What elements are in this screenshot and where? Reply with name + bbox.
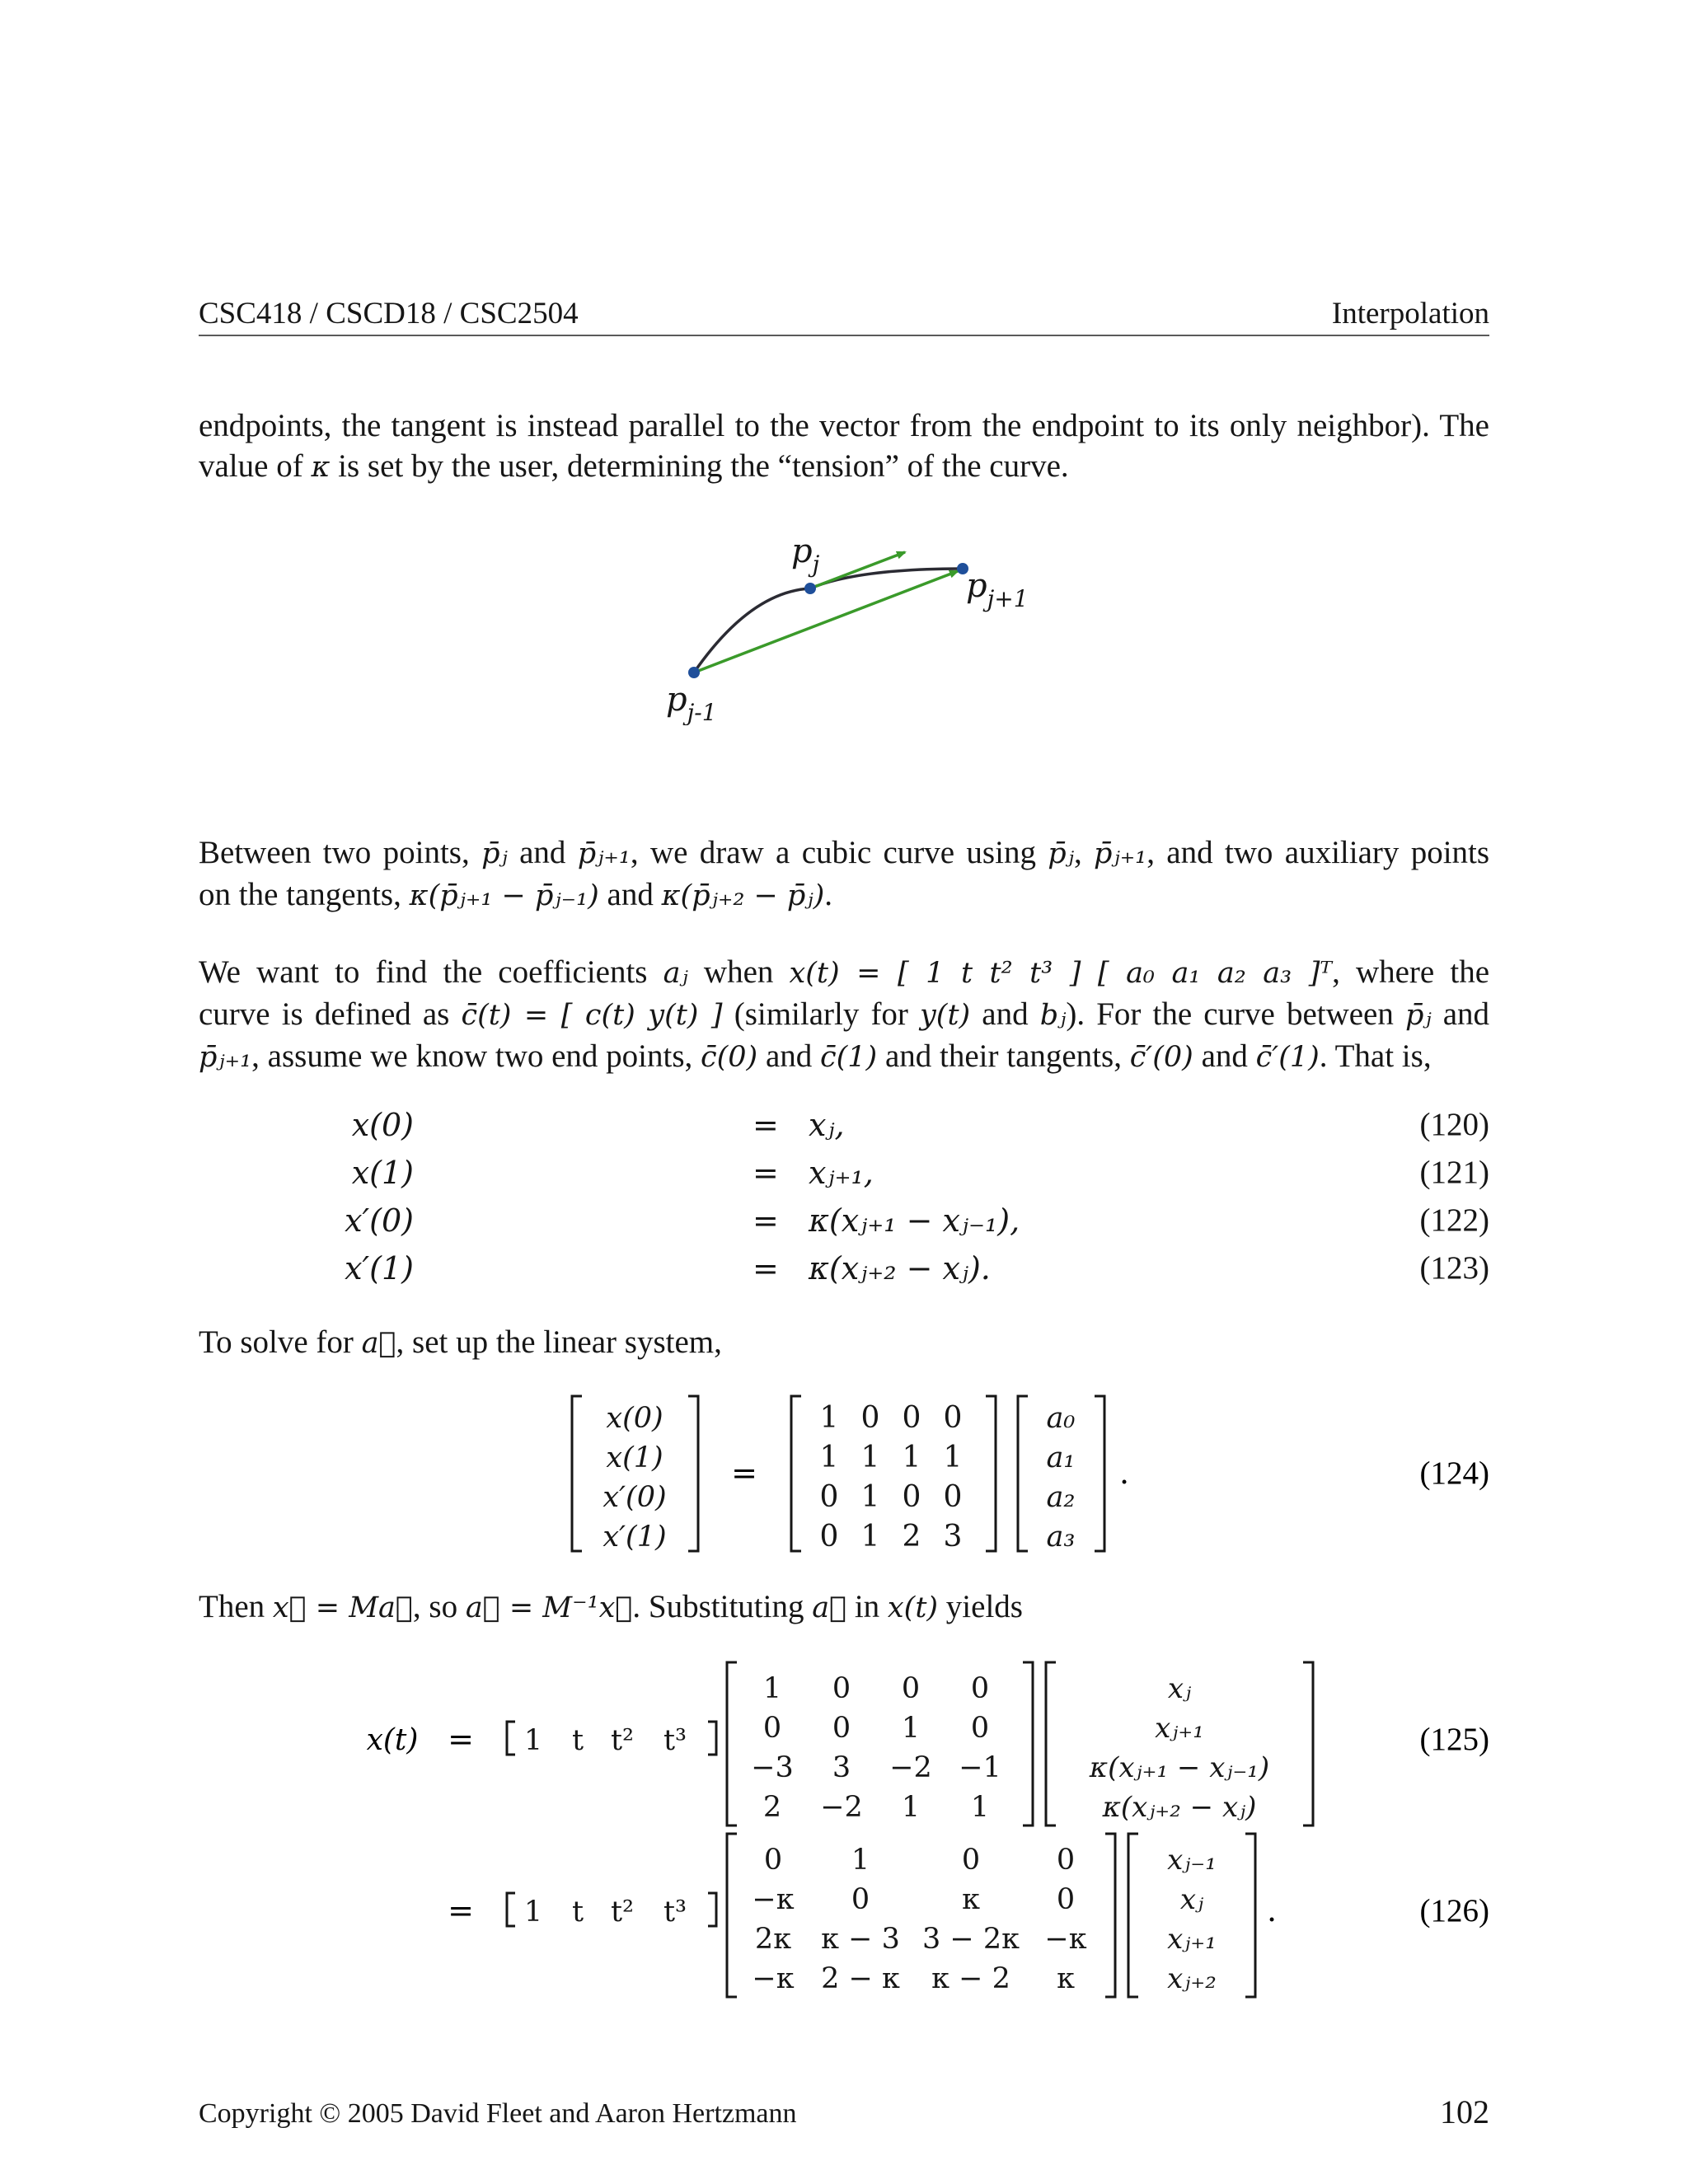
math-a-vector: a⃗: [361, 1327, 396, 1360]
matrix-entry: 1: [901, 1712, 921, 1745]
matrix-entry: 2: [762, 1791, 782, 1824]
matrix-entry: 0: [902, 1401, 921, 1435]
text: , set up the linear system,: [396, 1324, 722, 1360]
row-entry: 1: [523, 1896, 543, 1929]
text: and: [1442, 996, 1490, 1032]
copyright-footer: Copyright © 2005 David Fleet and Aaron Hertzmann: [199, 2098, 797, 2129]
math-aj: aⱼ: [663, 957, 688, 990]
matrix-entry: 0: [762, 1712, 782, 1745]
equation-125-126: [199, 1652, 1489, 2003]
text: . Substituting: [632, 1589, 804, 1624]
eq-lhs: x′(1): [345, 1250, 414, 1286]
eq-rhs: xⱼ₊₁,: [809, 1155, 874, 1191]
text: when: [703, 954, 774, 990]
eq-rel: =: [753, 1202, 779, 1239]
row-entry: t³: [663, 1724, 687, 1757]
between-line-2: [199, 874, 1489, 916]
then-line: [199, 1586, 1489, 1629]
equation-number: (120): [1419, 1107, 1489, 1142]
lhs-vector: [603, 1402, 666, 1554]
running-header-course: CSC418 / CSCD18 / CSC2504: [199, 297, 579, 330]
vector-entry: xⱼ₊₁: [1167, 1923, 1217, 1956]
equation-number: (126): [1419, 1893, 1489, 1929]
equation-row: [199, 1101, 1489, 1149]
matrix-entry: −κ: [1044, 1923, 1087, 1956]
label-pj: $p_j$: [791, 532, 820, 578]
vector-entry: κ(xⱼ₊₁ − xⱼ₋₁): [1089, 1751, 1270, 1784]
matrix-entry: κ: [1057, 1962, 1075, 1995]
want-line-1: [199, 952, 1489, 994]
matrix-entry: 1: [902, 1441, 921, 1474]
solve-paragraph: [199, 1322, 1489, 1364]
solve-line: [199, 1322, 1489, 1364]
intro-paragraph: [199, 405, 1489, 488]
text: , where the: [1332, 954, 1490, 990]
text: Between two points,: [199, 835, 470, 870]
matrix-entry: −2: [889, 1751, 932, 1784]
vector-entry: xⱼ₊₂: [1167, 1962, 1217, 1995]
matrix-M: [820, 1401, 963, 1554]
matrix-entry: 1: [819, 1401, 839, 1435]
point-pj: [804, 583, 816, 594]
eq-lhs: x(0): [351, 1107, 414, 1143]
row-entry: t²: [610, 1724, 635, 1757]
label-pj-minus-1: $p_{j-1}$: [666, 681, 717, 725]
math-pj1: p̄ⱼ₊₁: [199, 1041, 252, 1074]
page-number: 102: [1440, 2093, 1489, 2130]
matrix-entry: 1: [819, 1441, 839, 1474]
intro-line-1: endpoints, the tangent is instead parallel to the vector from the endpoint to its only neighbor). The: [199, 408, 1489, 443]
matrix-entry: 1: [970, 1791, 990, 1824]
period: .: [1267, 1892, 1278, 1929]
text: , and two auxiliary points: [1146, 835, 1490, 870]
equation-block-120-123: [199, 1101, 1489, 1299]
equals-sign: =: [448, 1721, 474, 1757]
lhs-entry: x′(1): [603, 1521, 667, 1554]
lhs-entry: x(0): [606, 1402, 663, 1435]
math-c0: c̄(0): [701, 1041, 758, 1074]
vector-entry: xⱼ₊₁: [1155, 1712, 1204, 1745]
matrix-entry: κ − 2: [931, 1962, 1010, 1995]
label-pj-plus-1: $p_{j+1}$: [966, 567, 1029, 612]
math-c-of-t: c̄(t) = [ c(t) y(t) ]: [461, 999, 723, 1032]
vector-entry: a₁: [1046, 1441, 1076, 1474]
row-entry: 1: [523, 1724, 543, 1757]
matrix-entry: 0: [943, 1401, 963, 1435]
text: (similarly for: [734, 996, 908, 1032]
row-entry: t: [571, 1896, 584, 1929]
matrix-entry: 0: [819, 1520, 839, 1554]
equation-number: (123): [1419, 1250, 1489, 1286]
eq-rel: =: [753, 1155, 779, 1191]
matrix-entry: 0: [970, 1712, 990, 1745]
eq-lhs: x′(0): [345, 1202, 414, 1239]
matrix-entry: κ − 3: [821, 1923, 900, 1956]
text: and: [1201, 1038, 1248, 1074]
text: and: [519, 835, 566, 870]
matrix-entry: −3: [751, 1751, 794, 1784]
matrix-entry: 0: [1056, 1844, 1076, 1877]
equation-number: (122): [1419, 1202, 1489, 1238]
math-aux-point-2: κ(p̄ⱼ₊₂ − p̄ⱼ): [661, 879, 825, 912]
constraint-vector: [1089, 1672, 1269, 1824]
math-a-vector: a⃗: [812, 1591, 847, 1624]
equation-124: [199, 1393, 1489, 1558]
math-x-of-t: x(t): [887, 1591, 939, 1624]
row-entry: t²: [610, 1896, 635, 1929]
matrix-entry: 3: [943, 1520, 963, 1554]
matrix-entry: 0: [961, 1844, 981, 1877]
kappa-symbol: κ: [311, 451, 331, 484]
matrix-entry: −1: [959, 1751, 1001, 1784]
point-pj-minus-1: [688, 667, 700, 678]
power-row-vector: [524, 1896, 687, 1929]
matrix-entry: 1: [943, 1441, 963, 1474]
matrix-entry: 1: [860, 1520, 880, 1554]
matrix-entry: 1: [901, 1791, 921, 1824]
tangent-figure: [643, 527, 1039, 725]
matrix-entry: 0: [902, 1480, 921, 1514]
header-rule: [199, 335, 1489, 336]
vector-entry: a₀: [1046, 1402, 1076, 1435]
math-x-eq-Ma: x⃗ = Ma⃗: [272, 1591, 413, 1624]
text: and: [982, 996, 1029, 1032]
matrix-entry: 3: [832, 1751, 851, 1784]
text: , so: [412, 1589, 458, 1624]
matrix-entry: κ: [962, 1883, 980, 1916]
math-cprime1: c̄′(1): [1255, 1041, 1320, 1074]
text: , we draw a cubic curve using: [630, 835, 1036, 870]
eq-rhs: κ(xⱼ₊₂ − xⱼ).: [809, 1250, 991, 1286]
eq-rel: =: [753, 1107, 779, 1143]
chord-vector: [694, 571, 958, 673]
matrix-entry: 0: [851, 1883, 870, 1916]
matrix-entry: 0: [1056, 1883, 1076, 1916]
coefficient-vector: [1047, 1402, 1076, 1554]
coefficients-paragraph: [199, 952, 1489, 1078]
text: .: [824, 877, 832, 912]
equals-sign: =: [731, 1455, 757, 1491]
matrix-entry: 2 − κ: [821, 1962, 900, 1995]
matrix-entry: −κ: [752, 1883, 795, 1916]
lhs-x-of-t: x(t): [366, 1723, 419, 1757]
math-pj1: p̄ⱼ₊₁: [577, 837, 631, 870]
matrix-entry: 0: [901, 1672, 921, 1705]
vector-entry: xⱼ₋₁: [1167, 1844, 1217, 1877]
math-pj: p̄ⱼ: [1048, 837, 1074, 870]
matrix-entry: 1: [860, 1441, 880, 1474]
running-header-section: Interpolation: [1331, 297, 1489, 330]
vector-entry: a₂: [1046, 1481, 1076, 1514]
math-pj: p̄ⱼ: [1404, 999, 1432, 1032]
matrix-entry: 0: [763, 1844, 783, 1877]
math-pj1: p̄ⱼ₊₁: [1094, 837, 1147, 870]
text: on the tangents,: [199, 877, 401, 912]
text: and: [765, 1038, 813, 1074]
vector-entry: a₃: [1046, 1521, 1076, 1554]
period: .: [1119, 1455, 1130, 1491]
row-entry: t: [571, 1724, 584, 1757]
eq-rel: =: [753, 1250, 779, 1286]
want-line-2: [199, 994, 1489, 1036]
catmull-rom-matrix: [752, 1844, 1086, 1995]
matrix-entry: 1: [762, 1672, 782, 1705]
text: . That is,: [1319, 1038, 1432, 1074]
text: and: [607, 877, 654, 912]
matrix-entry: 0: [860, 1401, 880, 1435]
power-row-vector: [524, 1724, 687, 1757]
matrix-entry: 2κ: [754, 1923, 792, 1956]
matrix-entry: −2: [820, 1791, 863, 1824]
intro-line-2: [199, 446, 1489, 488]
text: curve is defined as: [199, 996, 450, 1032]
lhs-entry: x′(0): [603, 1481, 667, 1514]
equation-row: [199, 1244, 1489, 1292]
math-c1: c̄(1): [820, 1041, 878, 1074]
math-bj: bⱼ: [1039, 999, 1067, 1032]
equation-row: [199, 1197, 1489, 1244]
vector-entry: κ(xⱼ₊₂ − xⱼ): [1102, 1791, 1257, 1824]
eq-rhs: xⱼ,: [809, 1107, 845, 1143]
control-point-vector: [1167, 1844, 1217, 1995]
basis-matrix: [751, 1672, 1001, 1824]
lhs-entry: x(1): [606, 1441, 663, 1474]
equals-sign: =: [448, 1892, 474, 1929]
text: and their tangents,: [884, 1038, 1122, 1074]
matrix-entry: 2: [902, 1520, 921, 1554]
between-line-1: Between two points, p̄ⱼ and p̄ⱼ₊₁, we draw a cubic curve using p̄ⱼ, p̄ⱼ₊₁, and two auxiliary points: [199, 835, 1490, 870]
text: , assume we know two end points,: [251, 1038, 693, 1074]
matrix-entry: 0: [832, 1712, 851, 1745]
text: value of: [199, 448, 303, 484]
eq-lhs: x(1): [351, 1155, 414, 1191]
matrix-entry: −κ: [752, 1962, 795, 1995]
vector-entry: xⱼ: [1179, 1883, 1204, 1916]
matrix-entry: 0: [832, 1672, 851, 1705]
matrix-entry: 0: [943, 1480, 963, 1514]
matrix-entry: 1: [851, 1844, 870, 1877]
matrix-entry: 3 − 2κ: [922, 1923, 1020, 1956]
between-paragraph: [199, 832, 1489, 916]
text: is set by the user, determining the “tension” of the curve.: [338, 448, 1069, 484]
vector-entry: xⱼ: [1167, 1672, 1192, 1705]
math-pj: p̄ⱼ: [481, 837, 508, 870]
matrix-entry: 0: [819, 1480, 839, 1514]
matrix-entry: 1: [860, 1480, 880, 1514]
text: in: [854, 1589, 880, 1624]
equation-number: (124): [1419, 1455, 1489, 1491]
text: yields: [945, 1589, 1023, 1624]
equation-number: (125): [1419, 1722, 1489, 1757]
matrix-entry: 0: [970, 1672, 990, 1705]
math-y-of-t: y(t): [920, 999, 971, 1032]
math-a-eq-Minv-x: a⃗ = M⁻¹x⃗: [465, 1591, 633, 1624]
row-entry: t³: [663, 1896, 687, 1929]
equation-number: (121): [1419, 1155, 1489, 1190]
text: ). For the curve between: [1066, 996, 1394, 1032]
text: We want to find the coefficients: [199, 954, 648, 990]
equation-row: [199, 1149, 1489, 1197]
want-line-3: [199, 1036, 1489, 1078]
then-paragraph: [199, 1586, 1489, 1629]
math-cprime0: c̄′(0): [1129, 1041, 1193, 1074]
math-x-of-t: x(t) = [ 1 t t² t³ ] [ a₀ a₁ a₂ a₃ ]ᵀ: [789, 957, 1333, 990]
eq-rhs: κ(xⱼ₊₁ − xⱼ₋₁),: [809, 1202, 1020, 1239]
text: Then: [199, 1589, 265, 1624]
math-aux-point-1: κ(p̄ⱼ₊₁ − p̄ⱼ₋₁): [409, 879, 599, 912]
text: To solve for: [199, 1324, 354, 1360]
